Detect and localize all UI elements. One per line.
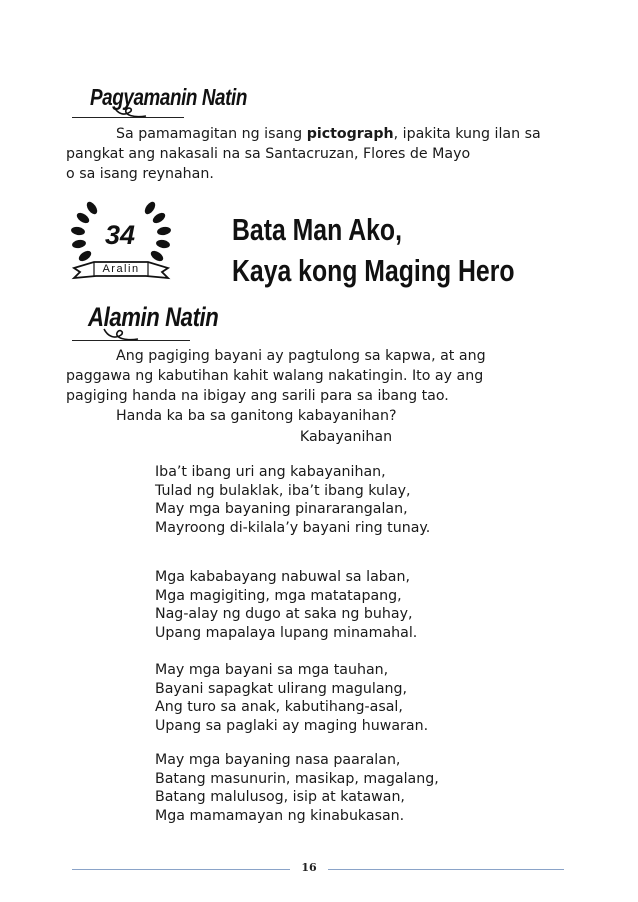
poem-line: Mga kababayang nabuwal sa laban, [155,569,410,585]
poem-line: Nag-alay ng dugo at saka ng buhay, [155,606,413,622]
poem-stanza [155,661,428,735]
intro-text-a: Sa pamamagitan ng isang [116,126,307,142]
footer-rule-right [328,869,564,870]
poem-line: Upang mapalaya lupang minamahal. [155,624,418,641]
poem-line: May mga bayani sa mga tauhan, [155,662,389,678]
intro-bold-term: pictograph [306,126,394,142]
poem-line: May mga bayaning pinararangalan, [155,501,408,517]
poem-title: Kabayanihan [299,429,393,445]
body-paragraph [66,346,486,426]
intro-line-2: pangkat ang nakasali na sa Santacruzan, Flores de Mayo [66,146,471,162]
poem-line: Mga mamamayan ng kinabukasan. [155,807,405,824]
intro-line-3: o sa isang reynahan. [66,166,214,182]
poem-line: Batang masunurin, masikap, magalang, [155,770,439,787]
lesson-ribbon-label: Aralin [102,263,140,275]
poem-line: Batang malulusog, isip at katawan, [155,789,405,805]
lesson-title-line-1: Bata Man Ako, [232,212,402,247]
poem-stanza [155,463,430,537]
poem-line: Ang turo sa anak, kabutihang-asal, [155,699,403,715]
poem-line: Mayroong di-kilala’y bayani ring tunay. [155,519,431,536]
poem-line: Upang sa paglaki ay maging huwaran. [155,717,429,734]
intro-paragraph [66,124,541,184]
heading-underline [72,117,184,118]
heading-squiggle-icon [100,326,142,344]
poem-line: Mga magigiting, mga matatapang, [155,587,402,604]
body-line-1: Ang pagiging bayani ay pagtulong sa kapwa, at ang [116,348,486,364]
body-line-4: Handa ka ba sa ganitong kabayanihan? [116,408,397,424]
body-line-3: pagiging handa na ibigay ang sarili para sa ibang tao. [66,388,449,404]
poem-stanza [155,751,439,825]
poem-stanza [155,568,417,642]
lesson-title-line-2: Kaya kong Maging Hero [232,253,515,288]
poem-line: Bayani sapagkat ulirang magulang, [155,680,408,697]
body-line-2: paggawa ng kabutihan kahit walang nakatingin. Ito ay ang [66,368,484,384]
alamin-natin-heading: Alamin Natin [88,302,219,332]
poem-line: Iba’t ibang uri ang kabayanihan, [155,464,386,480]
pagyamanin-natin-heading: Pagyamanin Natin [90,84,247,110]
heading-underline [72,340,190,341]
intro-text-b: , ipakita kung ilan sa [393,126,541,142]
poem-line: Tulad ng bulaklak, iba’t ibang kulay, [155,482,411,499]
page-number: 16 [301,861,317,874]
lesson-number: 34 [104,220,136,250]
footer-rule-left [72,869,290,870]
poem-line: May mga bayaning nasa paaralan, [155,752,401,768]
